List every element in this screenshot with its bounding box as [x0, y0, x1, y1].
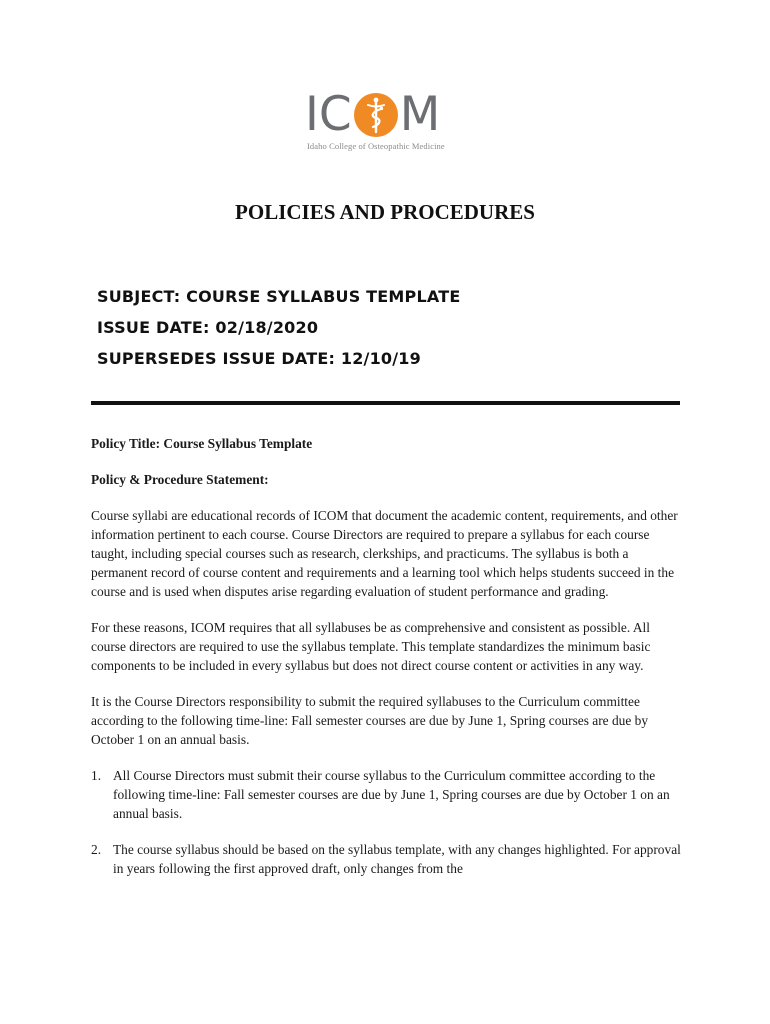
issue-date-line: ISSUE DATE: 02/18/2020 [97, 318, 319, 337]
logo-letter-i: I [305, 87, 319, 142]
procedure-list [91, 766, 681, 878]
logo-letter-m: M [399, 87, 441, 142]
policy-title: Policy Title: Course Syllabus Template [91, 436, 313, 451]
caduceus-icon [354, 93, 398, 137]
document-meta [97, 285, 460, 378]
policy-paragraph: It is the Course Directors responsibility to submit the required syllabuses to the Curriculum committee according to the following time-line: Fall semester courses are due by June 1, Spring courses are due by October 1 on an annual basis. [91, 694, 649, 747]
divider [91, 401, 680, 405]
list-item-number: 1. [91, 768, 102, 783]
logo-tagline: Idaho College of Osteopathic Medicine [307, 141, 445, 151]
subject-line: SUBJECT: COURSE SYLLABUS TEMPLATE [97, 287, 461, 306]
list-item-number: 2. [91, 842, 102, 857]
policy-paragraph: Course syllabi are educational records of ICOM that document the academic content, requirements, and other information pertinent to each course. Course Directors are required to prepare a syllabus for each course taught, including special courses such as research, clerkships, and practicums. The syllabus is both a permanent record of course content and requirements and a learning tool which helps students succeed in the course and is used when disputes arise regarding evaluation of student performance and grading. [91, 508, 678, 599]
policy-statement-label: Policy & Procedure Statement: [91, 472, 269, 487]
document-title: POLICIES AND PROCEDURES [235, 200, 535, 224]
policy-body [91, 434, 681, 895]
list-item [91, 766, 681, 823]
logo-letter-c: C [318, 87, 352, 142]
logo-wordmark [305, 87, 441, 142]
icom-logo [305, 87, 475, 151]
supersedes-line: SUPERSEDES ISSUE DATE: 12/10/19 [97, 349, 421, 368]
list-item [91, 840, 681, 878]
list-item-text: All Course Directors must submit their course syllabus to the Curriculum committee according to the following time-line: Fall semester courses are due by June 1, Spring courses are due by October 1 on an annual basis. [113, 768, 670, 821]
list-item-text: The course syllabus should be based on the syllabus template, with any changes highlighted. For approval in years following the first approved draft, only changes from the [113, 842, 681, 876]
policy-paragraph: For these reasons, ICOM requires that all syllabuses be as comprehensive and consistent as possible. All course directors are required to use the syllabus template. This template standardizes the minimum basic components to be included in every syllabus but does not direct course content or activities in any way. [91, 620, 651, 673]
